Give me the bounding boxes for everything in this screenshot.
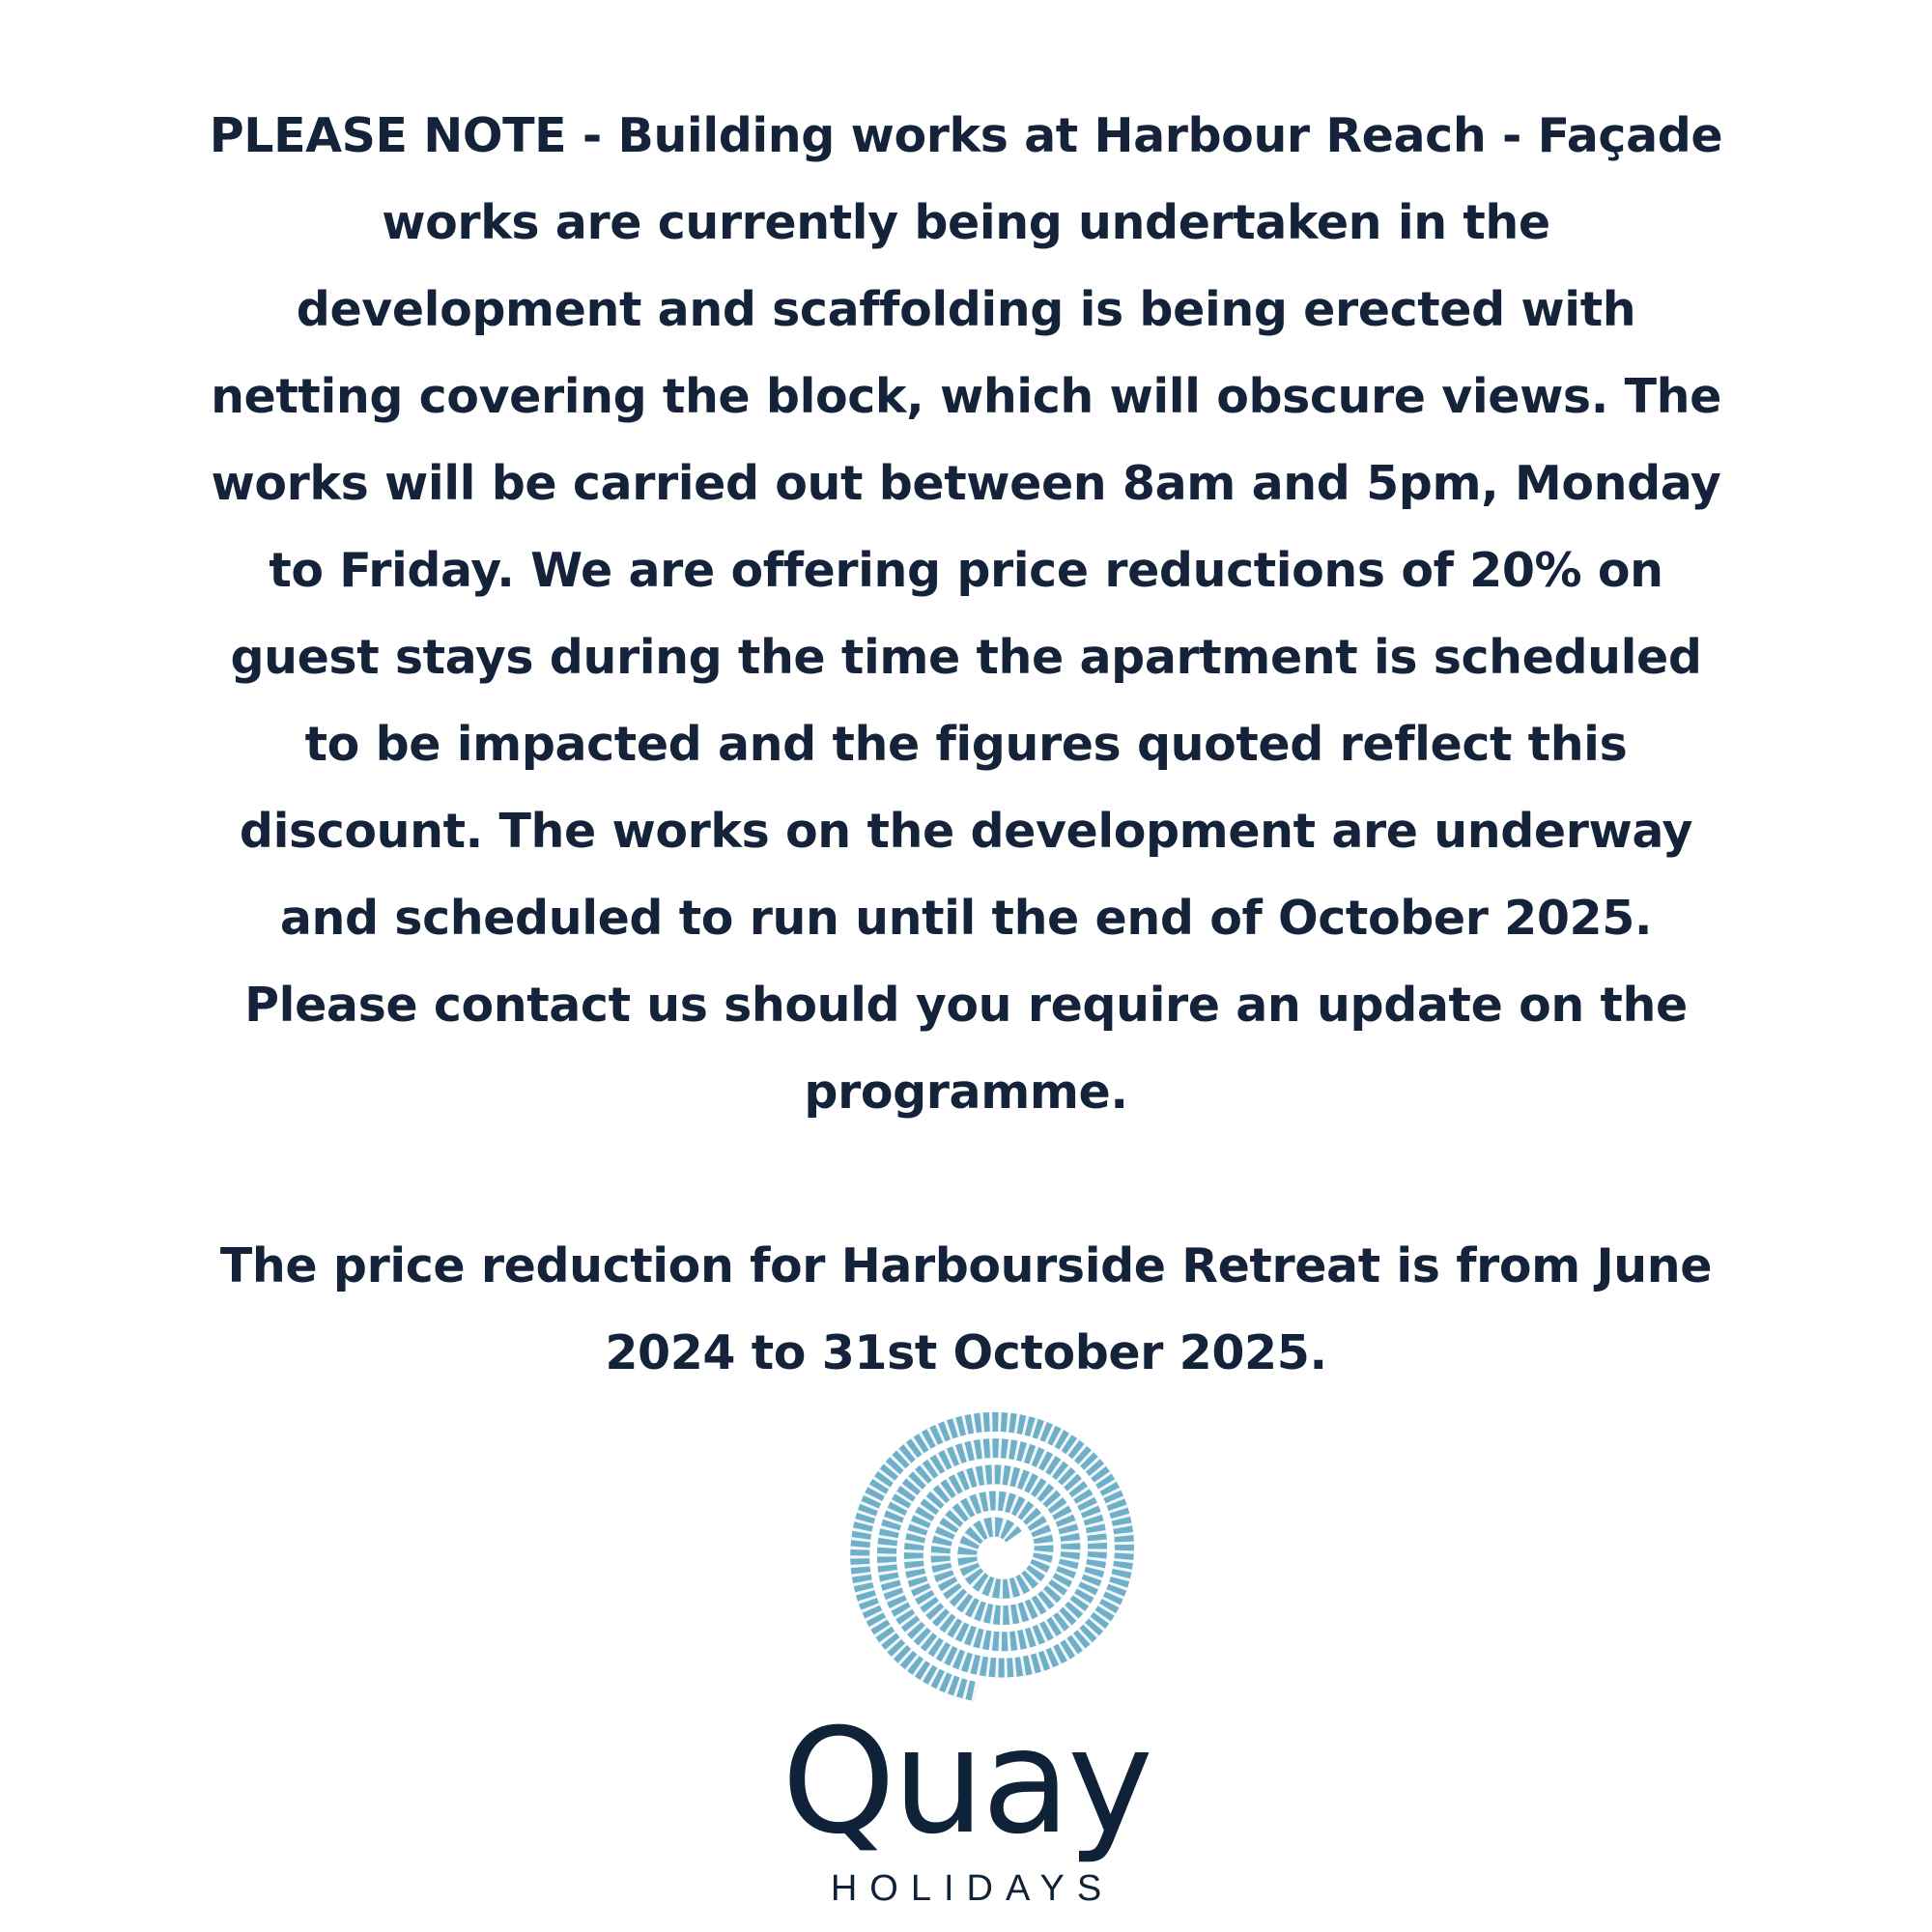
- notice-text: [97, 93, 1835, 1397]
- reduction-line: 2024 to 31st October 2025.: [605, 1325, 1327, 1380]
- quay-holidays-logo: [0, 1391, 1932, 1913]
- notice-line: development and scaffolding is being erected with: [296, 282, 1636, 337]
- notice-line: to be impacted and the figures quoted reflect this: [304, 717, 1628, 772]
- notice-paragraph: [97, 93, 1835, 1136]
- notice-line: PLEASE NOTE - Building works at Harbour Reach - Façade: [209, 108, 1723, 163]
- paragraph-gap: [97, 1136, 1835, 1223]
- price-reduction-paragraph: [97, 1223, 1835, 1397]
- notice-line: discount. The works on the development are underway: [239, 804, 1693, 859]
- notice-line: guest stays during the time the apartment is scheduled: [230, 630, 1702, 685]
- notice-line: netting covering the block, which will obscure views. The: [211, 369, 1721, 424]
- notice-line: works are currently being undertaken in the: [382, 195, 1550, 250]
- reduction-line: The price reduction for Harbourside Retreat is from June: [219, 1238, 1713, 1293]
- notice-line: Please contact us should you require an update on the: [244, 978, 1688, 1033]
- rope-spiral-icon: [838, 1391, 1159, 1712]
- logo-tagline: HOLIDAYS: [830, 1868, 1115, 1909]
- notice-line: works will be carried out between 8am and 5pm, Monday: [211, 456, 1721, 511]
- notice-line: programme.: [804, 1065, 1128, 1120]
- logo-wordmark: Quay: [781, 1698, 1151, 1866]
- notice-line: and scheduled to run until the end of October 2025.: [279, 891, 1653, 946]
- notice-line: to Friday. We are offering price reductions of 20% on: [269, 543, 1663, 598]
